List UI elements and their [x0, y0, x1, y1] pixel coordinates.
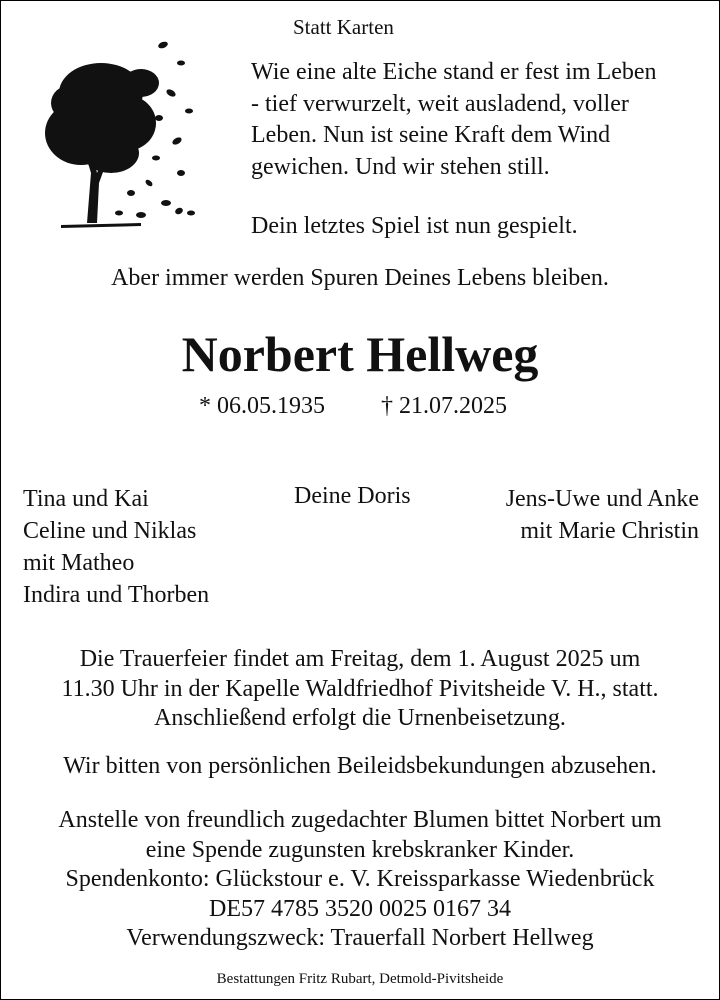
deceased-name: Norbert Hellweg [181, 326, 539, 382]
donation-iban: DE57 4785 3520 0025 0167 34 [209, 895, 511, 922]
donation-info [1, 806, 719, 954]
traces-line: Aber immer werden Spuren Deines Lebens bleiben. [111, 265, 609, 291]
statt-karten-label: Statt Karten [293, 15, 394, 39]
family-member: Indira und Thorben [23, 582, 210, 608]
undertaker-footer: Bestattungen Fritz Rubart, Detmold-Pivitsheide [216, 971, 504, 987]
birth-date: * 06.05.1935 [199, 393, 325, 419]
windblown-tree-icon [31, 23, 201, 233]
last-game-line: Dein letztes Spiel ist nun gespielt. [251, 213, 578, 239]
donation-line: eine Spende zugunsten krebskranker Kinder. [145, 836, 575, 863]
condolence-note: Wir bitten von persönlichen Beileidsbekundungen abzusehen. [63, 753, 657, 779]
donation-line: Verwendungszweck: Trauerfall Norbert Hellweg [126, 925, 594, 951]
donation-line: Anstelle von freundlich zugedachter Blumen bittet Norbert um [58, 807, 662, 833]
family-member: Celine und Niklas [23, 518, 197, 544]
poem-line: Wie eine alte Eiche stand er fest im Leben [251, 59, 657, 85]
funeral-line: 11.30 Uhr in der Kapelle Waldfriedhof Pivitsheide V. H., statt. [61, 675, 659, 702]
family-member: Tina und Kai [23, 486, 149, 512]
family-member: Jens-Uwe und Anke [505, 486, 699, 512]
poem-line: gewichen. Und wir stehen still. [251, 153, 550, 180]
family-left-column [23, 483, 209, 611]
poem-line: Leben. Nun ist seine Kraft dem Wind [251, 122, 611, 148]
family-right-column [506, 483, 699, 547]
death-date: † 21.07.2025 [381, 393, 507, 419]
funeral-line: Die Trauerfeier findet am Freitag, dem 1. August 2025 um [79, 646, 641, 672]
funeral-info [1, 645, 719, 734]
poem-line: - tief verwurzelt, weit ausladend, voller [251, 90, 629, 117]
funeral-line: Anschließend erfolgt die Urnenbeisetzung. [154, 705, 566, 731]
donation-line: Spendenkonto: Glückstour e. V. Kreissparkasse Wiedenbrück [65, 866, 655, 892]
poem-verse [251, 57, 657, 183]
family-member: mit Matheo [23, 550, 135, 576]
family-center-column: Deine Doris [294, 483, 411, 509]
family-member: mit Marie Christin [520, 518, 699, 544]
